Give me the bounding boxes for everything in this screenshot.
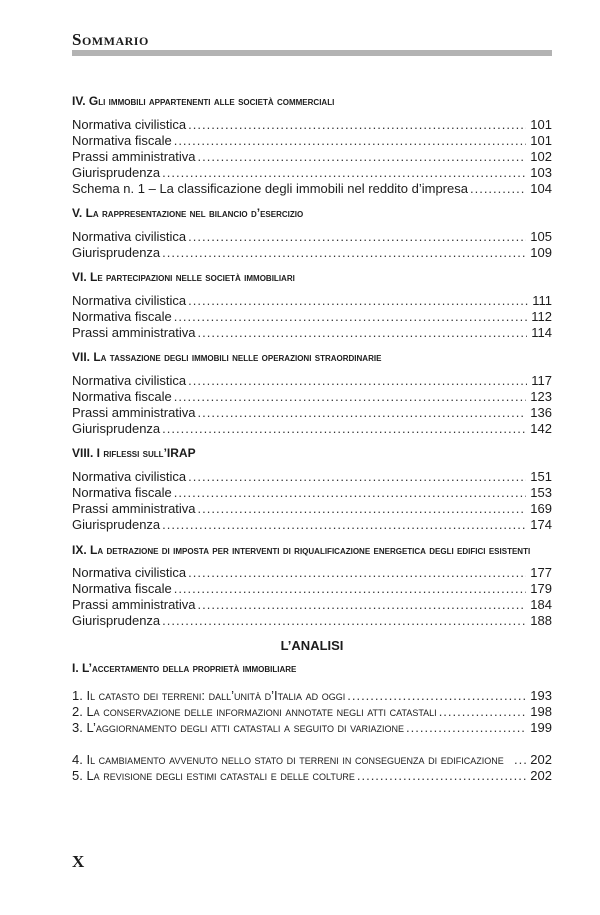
toc-section-vi xyxy=(72,270,552,341)
leader-dots xyxy=(174,389,527,405)
leader-dots xyxy=(174,485,527,501)
entry-label: Normativa fiscale xyxy=(72,309,172,324)
toc-entry xyxy=(72,720,552,736)
entry-label: Prassi amministrativa xyxy=(72,149,196,164)
leader-dots xyxy=(162,245,526,261)
entry-page: 142 xyxy=(530,421,552,436)
entry-label: 2. La conservazione delle informazioni annotate negli atti catastali xyxy=(72,704,437,719)
entry-page: 184 xyxy=(530,597,552,612)
leader-dots xyxy=(174,581,527,597)
toc-entry xyxy=(72,133,552,149)
leader-dots xyxy=(188,373,527,389)
toc-section-viii xyxy=(72,446,552,533)
toc-entry xyxy=(72,165,552,181)
entry-page: 179 xyxy=(530,581,552,596)
leader-dots xyxy=(198,149,527,165)
toc-entry xyxy=(72,565,552,581)
leader-dots xyxy=(188,293,528,309)
section-title: VII. La tassazione degli immobili nelle operazioni straordinarie xyxy=(72,350,382,364)
entry-label: Prassi amministrativa xyxy=(72,597,196,612)
toc-section-analisi-i xyxy=(72,661,552,784)
entry-page: 199 xyxy=(530,720,552,735)
leader-dots xyxy=(406,720,526,736)
toc-entry xyxy=(72,501,552,517)
entry-label: Prassi amministrativa xyxy=(72,501,196,516)
toc-entry xyxy=(72,768,552,784)
toc-section-iv xyxy=(72,94,552,197)
entry-page: 123 xyxy=(530,389,552,404)
section-title: IV. Gli immobili appartenenti alle società commerciali xyxy=(72,94,335,108)
entry-page: 111 xyxy=(532,293,552,308)
leader-dots xyxy=(162,421,526,437)
leader-dots xyxy=(198,325,528,341)
entry-label: Normativa civilistica xyxy=(72,229,187,244)
toc-entry xyxy=(72,688,552,704)
toc-entry xyxy=(72,293,552,309)
entry-label: 3. L’aggiornamento degli atti catastali a seguito di variazione xyxy=(72,720,405,735)
leader-dots xyxy=(514,752,526,768)
leader-dots xyxy=(162,517,526,533)
leader-dots xyxy=(162,613,526,629)
entry-label: Normativa civilistica xyxy=(72,293,187,308)
entry-page: 202 xyxy=(530,768,552,783)
entry-page: 193 xyxy=(530,688,552,703)
toc-entry xyxy=(72,229,552,245)
page-header-title: Sommario xyxy=(72,30,149,49)
leader-dots xyxy=(188,565,526,581)
section-title: VIII. I riflessi sull’IRAP xyxy=(72,446,196,460)
page-number: X xyxy=(72,852,85,871)
entry-page: 177 xyxy=(530,565,552,580)
entry-label: 4. Il cambiamento avvenuto nello stato di terreni in conseguenza di edificazione xyxy=(72,752,504,767)
entry-page: 101 xyxy=(530,117,552,132)
toc-entry xyxy=(72,485,552,501)
toc-entry xyxy=(72,389,552,405)
entry-page: 101 xyxy=(530,133,552,148)
entry-label: Prassi amministrativa xyxy=(72,325,196,340)
section-title: I. L’accertamento della proprietà immobiliare xyxy=(72,661,297,675)
entry-page: 103 xyxy=(530,165,552,180)
toc-entry xyxy=(72,325,552,341)
section-title: IX. La detrazione di imposta per interventi di riqualificazione energetica degli edifici esistenti xyxy=(72,543,531,557)
entry-label: Giurisprudenza xyxy=(72,613,161,628)
entry-page: 169 xyxy=(530,501,552,516)
toc-entry xyxy=(72,309,552,325)
entry-page: 104 xyxy=(530,181,552,196)
toc-section-vii xyxy=(72,350,552,437)
entry-page: 151 xyxy=(530,469,552,484)
entry-label: Giurisprudenza xyxy=(72,517,161,532)
toc-entry xyxy=(72,581,552,597)
leader-dots xyxy=(188,229,526,245)
toc-entry xyxy=(72,405,552,421)
entry-label: 5. La revisione degli estimi catastali e delle colture xyxy=(72,768,355,783)
entry-page: 153 xyxy=(530,485,552,500)
toc-entry xyxy=(72,373,552,389)
leader-dots xyxy=(188,469,526,485)
entry-page: 202 xyxy=(530,752,552,767)
leader-dots xyxy=(174,133,527,149)
entry-page: 112 xyxy=(531,309,552,324)
leader-dots xyxy=(188,117,526,133)
leader-dots xyxy=(439,704,527,720)
entry-label: Normativa fiscale xyxy=(72,485,172,500)
entry-page: 188 xyxy=(530,613,552,628)
entry-label: Normativa civilistica xyxy=(72,565,187,580)
toc-entry xyxy=(72,181,552,197)
entry-label: Normativa fiscale xyxy=(72,581,172,596)
entry-page: 198 xyxy=(530,704,552,719)
leader-dots xyxy=(174,309,528,325)
entry-label: Giurisprudenza xyxy=(72,165,161,180)
entry-label: Normativa civilistica xyxy=(72,117,187,132)
toc-section-ix xyxy=(72,542,552,629)
entry-label: Giurisprudenza xyxy=(72,245,161,260)
entry-label: 1. Il catasto dei terreni: dall’unità d’Italia ad oggi xyxy=(72,688,346,703)
table-of-contents xyxy=(72,94,552,793)
toc-entry xyxy=(72,597,552,613)
toc-entry xyxy=(72,149,552,165)
leader-dots xyxy=(357,768,526,784)
toc-section-v xyxy=(72,206,552,261)
entry-page: 114 xyxy=(531,325,552,340)
leader-dots xyxy=(198,501,527,517)
analisi-heading: L’ANALISI xyxy=(280,638,344,653)
entry-page: 136 xyxy=(530,405,552,420)
entry-page: 102 xyxy=(530,149,552,164)
entry-label: Giurisprudenza xyxy=(72,421,161,436)
toc-entry xyxy=(72,421,552,437)
entry-page: 109 xyxy=(530,245,552,260)
section-title: V. La rappresentazione nel bilancio d’esercizio xyxy=(72,206,304,220)
entry-page: 105 xyxy=(530,229,552,244)
section-title: VI. Le partecipazioni nelle società immobiliari xyxy=(72,270,295,284)
entry-page: 174 xyxy=(530,517,552,532)
entry-label: Prassi amministrativa xyxy=(72,405,196,420)
header-rule xyxy=(72,50,552,56)
entry-label: Normativa fiscale xyxy=(72,389,172,404)
toc-entry xyxy=(72,704,552,720)
toc-entry xyxy=(72,469,552,485)
leader-dots xyxy=(198,597,527,613)
toc-entry xyxy=(72,245,552,261)
entry-label: Schema n. 1 – La classificazione degli immobili nel reddito d’impresa xyxy=(72,181,468,196)
leader-dots xyxy=(347,688,526,704)
leader-dots xyxy=(162,165,526,181)
toc-entry xyxy=(72,517,552,533)
toc-entry xyxy=(72,736,552,768)
entry-label: Normativa civilistica xyxy=(72,373,187,388)
entry-page: 117 xyxy=(531,373,552,388)
entry-label: Normativa fiscale xyxy=(72,133,172,148)
toc-entry xyxy=(72,613,552,629)
toc-entry xyxy=(72,117,552,133)
leader-dots xyxy=(470,181,526,197)
leader-dots xyxy=(198,405,527,421)
entry-label: Normativa civilistica xyxy=(72,469,187,484)
